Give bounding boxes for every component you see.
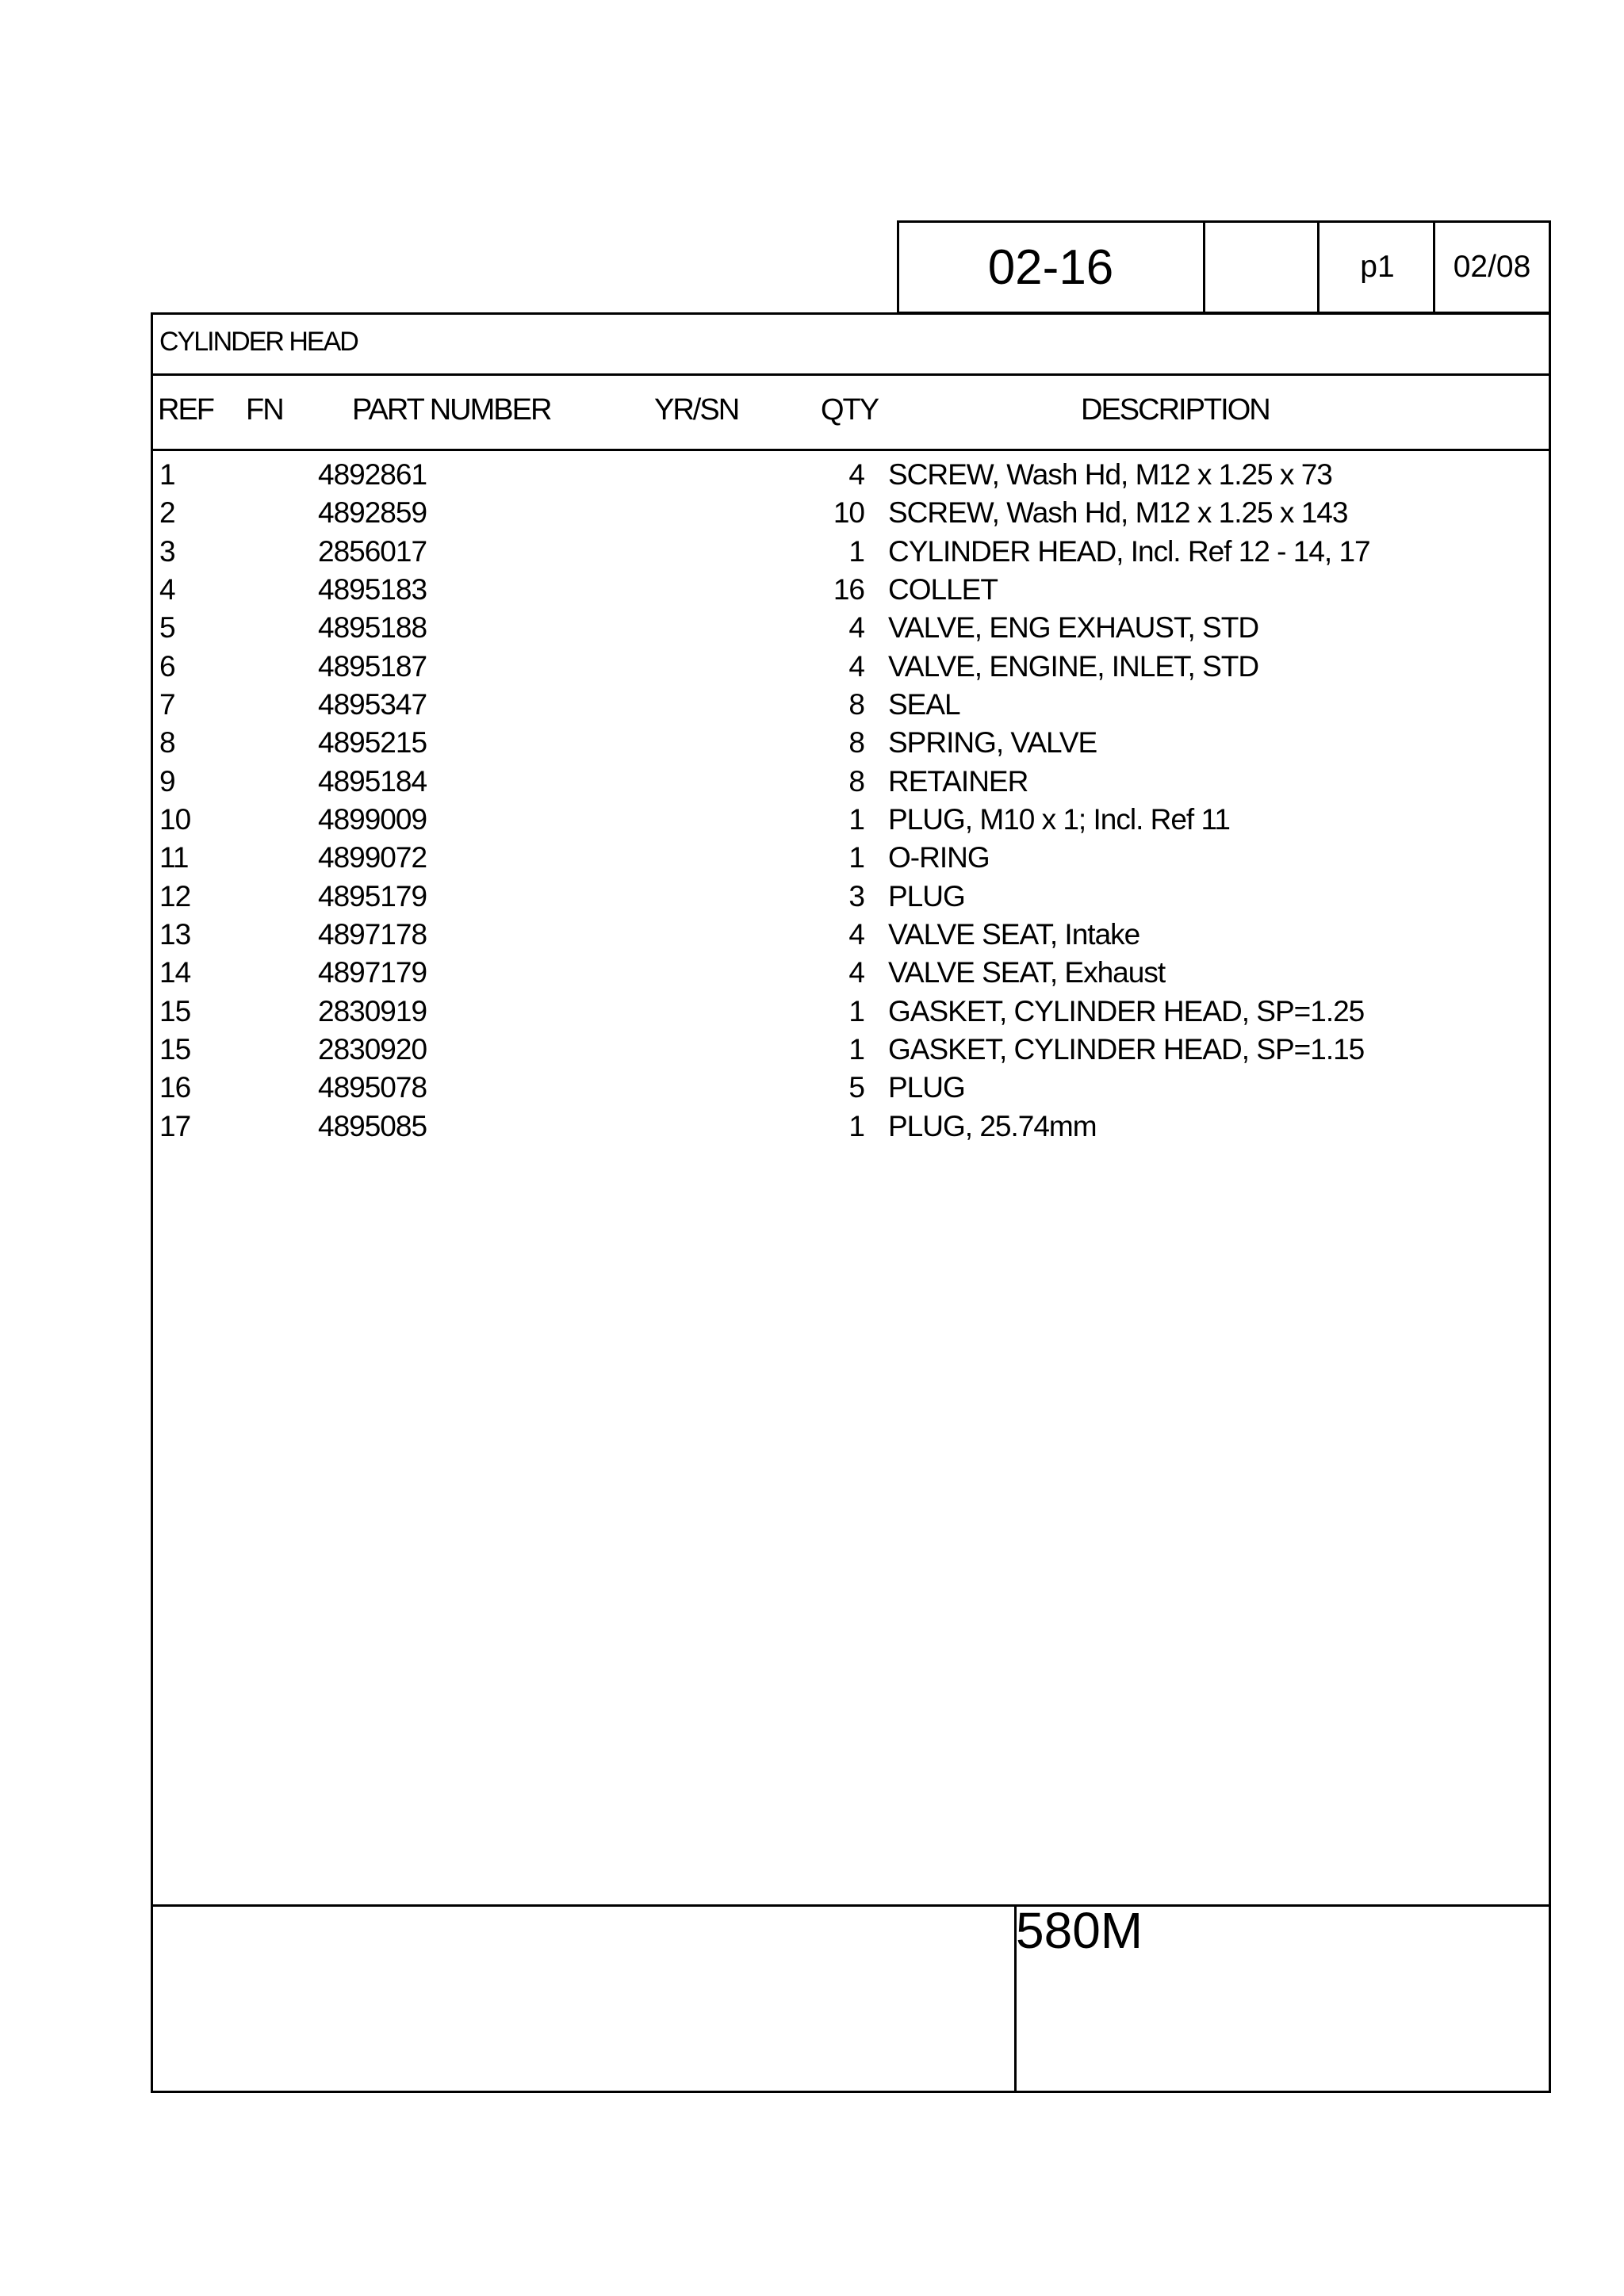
part-number-cell: 4895179 — [318, 880, 427, 913]
qty-cell: 4 — [848, 956, 864, 989]
qty-cell: 1 — [848, 803, 864, 836]
qty-cell: 1 — [848, 535, 864, 568]
ref-cell: 13 — [159, 918, 191, 951]
part-number-cell: 4895215 — [318, 726, 427, 759]
table-row — [0, 1033, 1624, 1071]
qty-cell: 3 — [848, 880, 864, 913]
part-number-cell: 4895183 — [318, 573, 427, 606]
qty-cell: 4 — [848, 650, 864, 683]
table-row — [0, 803, 1624, 841]
part-number-cell: 2856017 — [318, 535, 427, 568]
title-divider — [151, 373, 1551, 376]
qty-cell: 1 — [848, 841, 864, 874]
ref-cell: 15 — [159, 1033, 191, 1066]
part-number-cell: 4895184 — [318, 765, 427, 798]
table-row — [0, 496, 1624, 534]
section-code: 02-16 — [987, 239, 1114, 295]
qty-cell: 4 — [848, 458, 864, 491]
page-number: p1 — [1360, 250, 1395, 284]
description-cell: VALVE, ENGINE, INLET, STD — [888, 650, 1259, 683]
col-header-qty: QTY — [821, 393, 879, 427]
part-number-cell: 4895078 — [318, 1071, 427, 1104]
table-row — [0, 880, 1624, 918]
ref-cell: 14 — [159, 956, 191, 989]
description-cell: VALVE SEAT, Intake — [888, 918, 1140, 951]
table-row — [0, 650, 1624, 688]
description-cell: PLUG, M10 x 1; Incl. Ref 11 — [888, 803, 1230, 836]
qty-cell: 1 — [848, 1033, 864, 1066]
qty-cell: 4 — [848, 611, 864, 644]
description-cell: SCREW, Wash Hd, M12 x 1.25 x 143 — [888, 496, 1348, 529]
ref-cell: 5 — [159, 611, 175, 644]
table-row — [0, 918, 1624, 956]
header-row-divider — [151, 449, 1551, 451]
qty-cell: 10 — [833, 496, 864, 529]
ref-cell: 15 — [159, 995, 191, 1027]
description-cell: GASKET, CYLINDER HEAD, SP=1.15 — [888, 1033, 1365, 1066]
table-row — [0, 458, 1624, 496]
ref-cell: 3 — [159, 535, 175, 568]
description-cell: SPRING, VALVE — [888, 726, 1097, 759]
description-cell: VALVE, ENG EXHAUST, STD — [888, 611, 1259, 644]
description-cell: PLUG — [888, 1071, 965, 1104]
description-cell: PLUG, 25.74mm — [888, 1110, 1097, 1142]
table-row — [0, 573, 1624, 611]
ref-cell: 16 — [159, 1071, 191, 1104]
col-header-part-number: PART NUMBER — [352, 393, 551, 427]
part-number-cell: 4895347 — [318, 688, 427, 721]
col-header-ref: REF — [158, 393, 213, 427]
description-cell: PLUG — [888, 880, 965, 913]
qty-cell: 5 — [848, 1071, 864, 1104]
table-row — [0, 611, 1624, 649]
description-cell: SEAL — [888, 688, 960, 721]
ref-cell: 9 — [159, 765, 175, 798]
table-row — [0, 765, 1624, 803]
table-row — [0, 995, 1624, 1033]
description-cell: GASKET, CYLINDER HEAD, SP=1.25 — [888, 995, 1365, 1027]
qty-cell: 8 — [848, 726, 864, 759]
ref-cell: 8 — [159, 726, 175, 759]
footer-divider — [151, 1904, 1551, 1907]
ref-cell: 11 — [159, 841, 189, 874]
table-row — [0, 535, 1624, 573]
qty-cell: 8 — [848, 765, 864, 798]
description-cell: RETAINER — [888, 765, 1028, 798]
ref-cell: 1 — [159, 458, 175, 491]
ref-cell: 7 — [159, 688, 175, 721]
part-number-cell: 4895085 — [318, 1110, 427, 1142]
table-row — [0, 956, 1624, 994]
header-divider — [1317, 220, 1320, 314]
ref-cell: 12 — [159, 880, 191, 913]
table-row — [0, 1071, 1624, 1109]
ref-cell: 4 — [159, 573, 175, 606]
qty-cell: 8 — [848, 688, 864, 721]
revision-date: 02/08 — [1453, 250, 1531, 284]
part-number-cell: 2830919 — [318, 995, 427, 1027]
table-row — [0, 726, 1624, 764]
ref-cell: 10 — [159, 803, 191, 836]
ref-cell: 2 — [159, 496, 175, 529]
model-number: 580M — [1016, 1902, 1143, 1959]
part-number-cell: 4899072 — [318, 841, 427, 874]
qty-cell: 16 — [833, 573, 864, 606]
section-title: CYLINDER HEAD — [159, 327, 358, 357]
part-number-cell: 2830920 — [318, 1033, 427, 1066]
part-number-cell: 4892859 — [318, 496, 427, 529]
qty-cell: 1 — [848, 1110, 864, 1142]
part-number-cell: 4892861 — [318, 458, 427, 491]
description-cell: O-RING — [888, 841, 990, 874]
table-row — [0, 841, 1624, 879]
description-cell: VALVE SEAT, Exhaust — [888, 956, 1166, 989]
part-number-cell: 4895187 — [318, 650, 427, 683]
header-blank-cell — [1205, 222, 1317, 312]
qty-cell: 1 — [848, 995, 864, 1027]
part-number-cell: 4897179 — [318, 956, 427, 989]
part-number-cell: 4895188 — [318, 611, 427, 644]
table-row — [0, 688, 1624, 726]
description-cell: COLLET — [888, 573, 998, 606]
qty-cell: 4 — [848, 918, 864, 951]
ref-cell: 17 — [159, 1110, 191, 1142]
description-cell: SCREW, Wash Hd, M12 x 1.25 x 73 — [888, 458, 1332, 491]
table-row — [0, 1110, 1624, 1148]
part-number-cell: 4897178 — [318, 918, 427, 951]
col-header-description: DESCRIPTION — [1081, 393, 1270, 427]
col-header-fn: FN — [246, 393, 283, 427]
description-cell: CYLINDER HEAD, Incl. Ref 12 - 14, 17 — [888, 535, 1370, 568]
part-number-cell: 4899009 — [318, 803, 427, 836]
col-header-yr-sn: YR/SN — [654, 393, 739, 427]
ref-cell: 6 — [159, 650, 175, 683]
